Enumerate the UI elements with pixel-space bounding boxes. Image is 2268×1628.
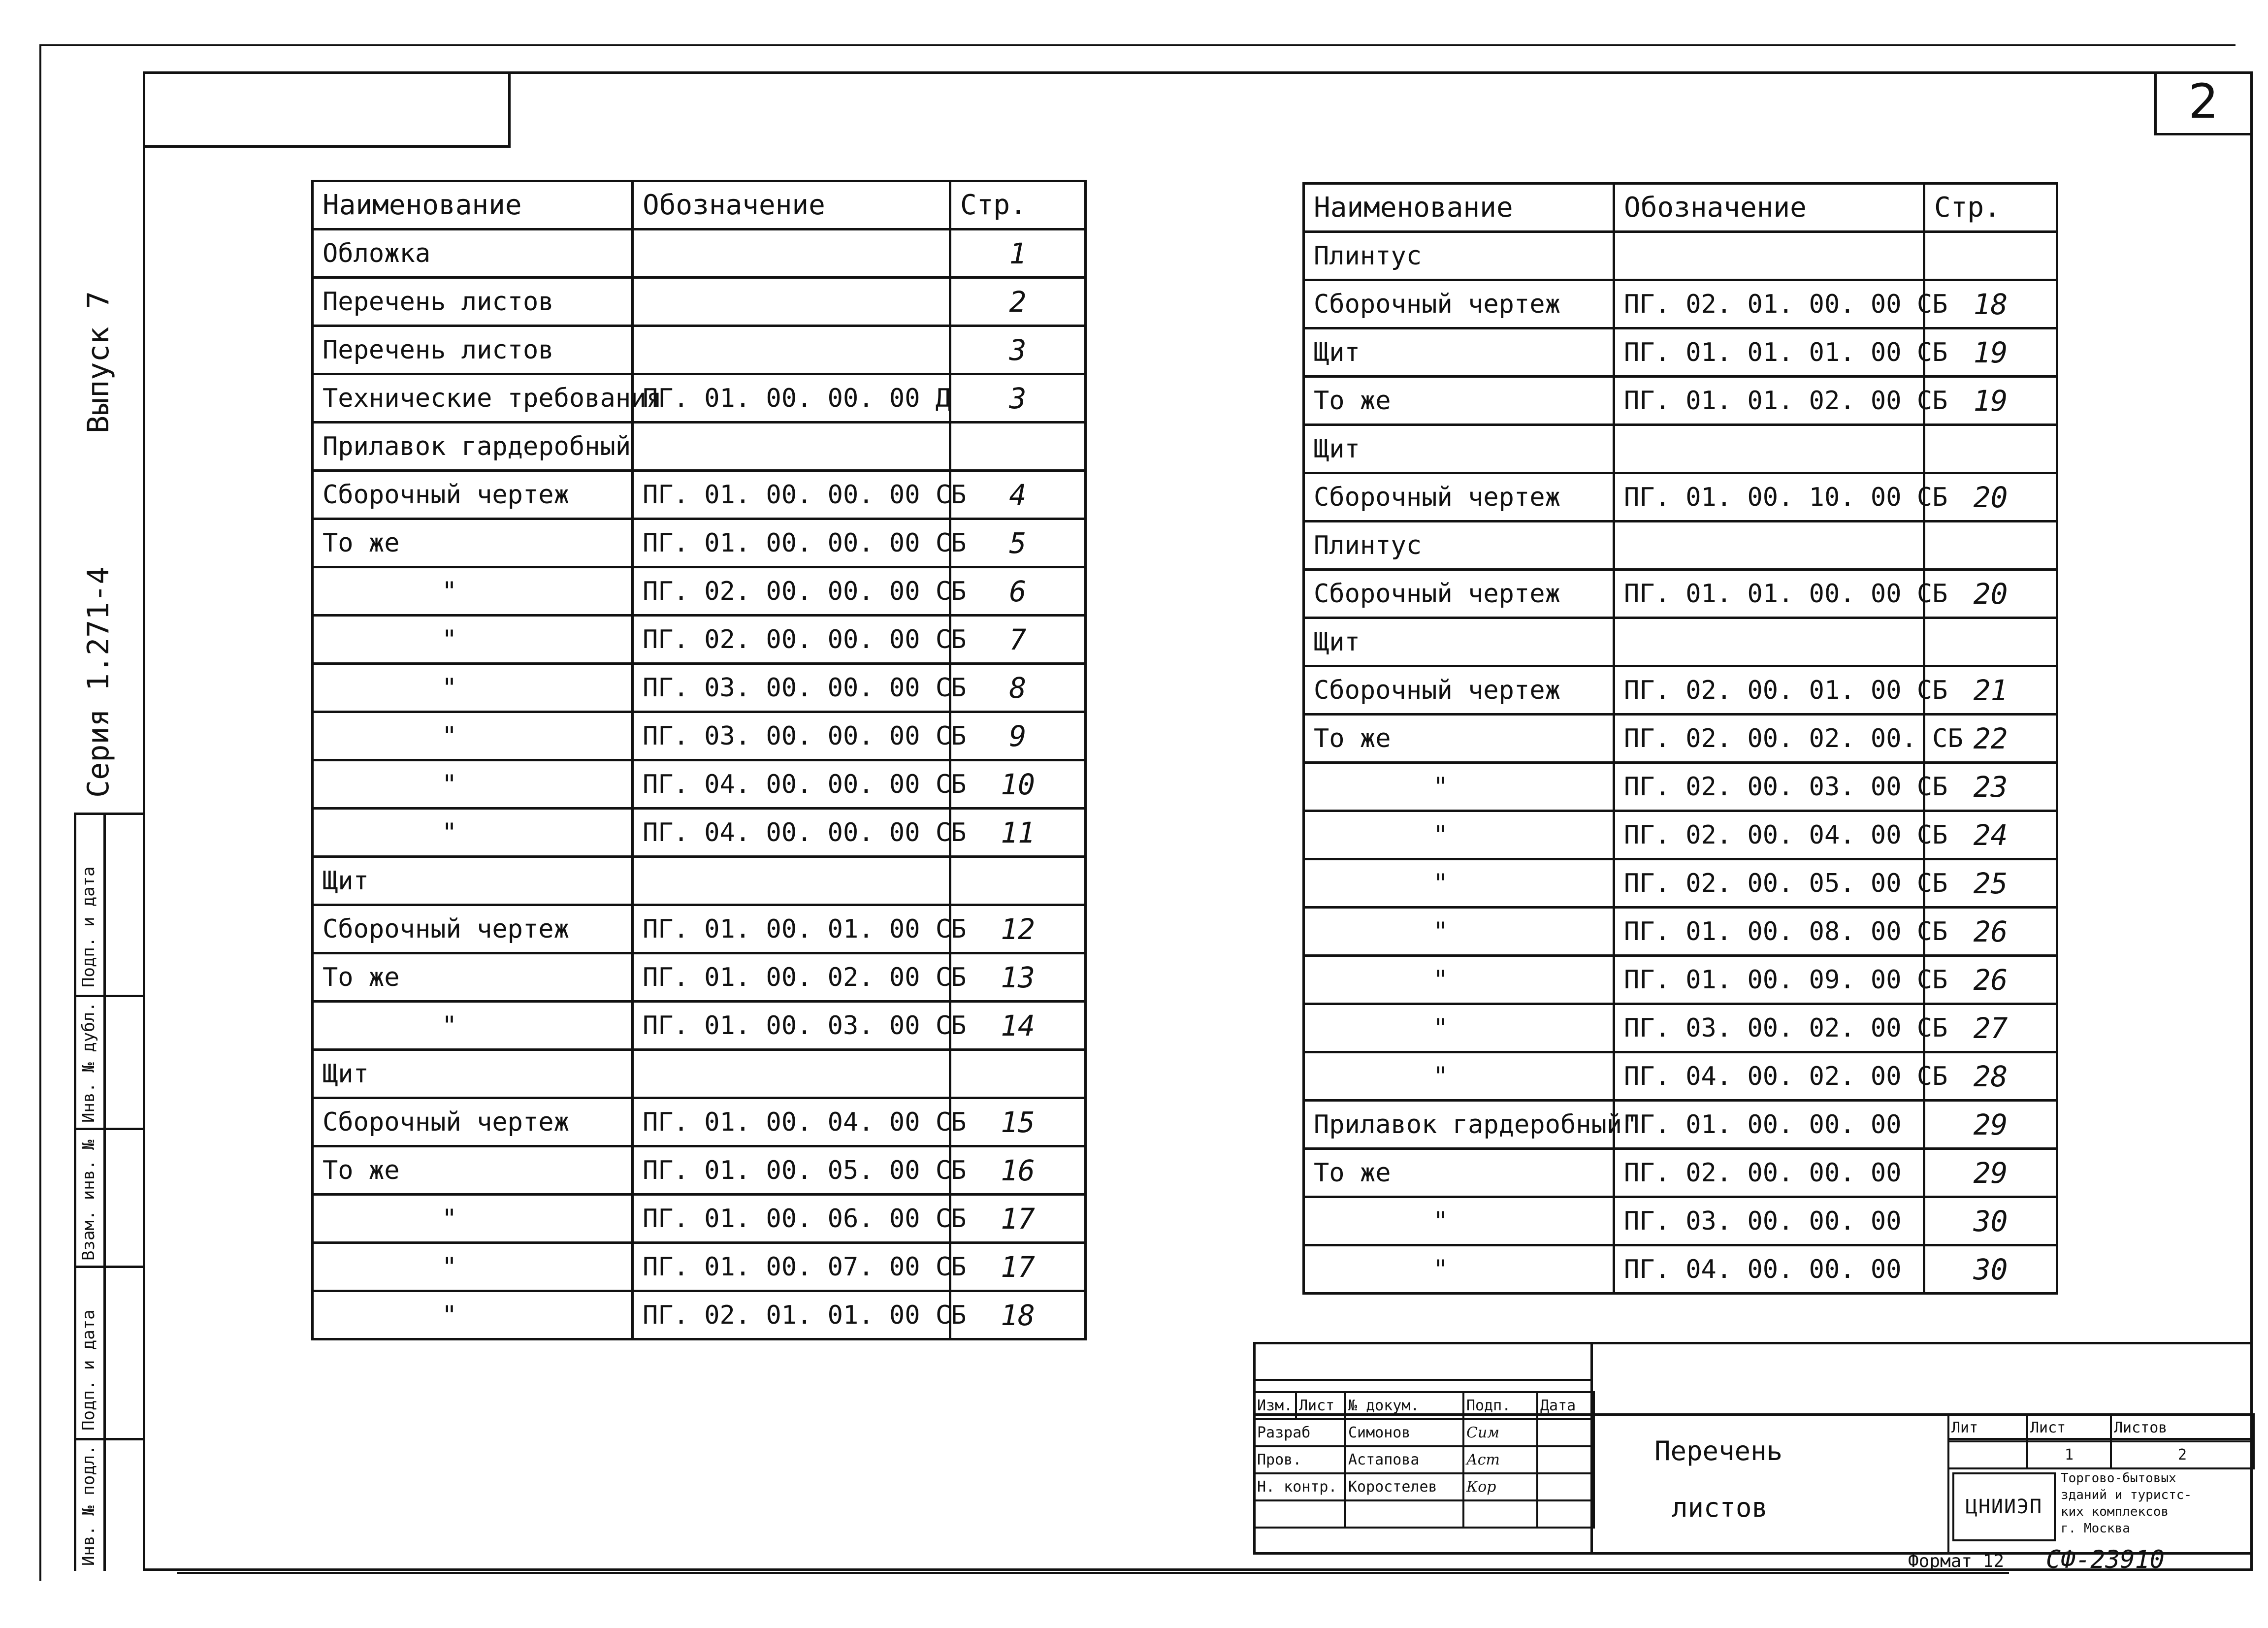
- cell-code: ПГ. 01. 00. 01. 00 СБ: [633, 905, 950, 953]
- table-row: [1304, 521, 2057, 570]
- table-row: [1304, 1197, 2057, 1245]
- table-row: [1304, 232, 2057, 280]
- table-row: [1304, 763, 2057, 811]
- table-row: [1304, 425, 2057, 473]
- cell-name: ": [1304, 1052, 1614, 1101]
- org-logo: ЦНИИЭП: [1952, 1472, 2056, 1541]
- cell-page: 14: [950, 1002, 1086, 1050]
- right-table-body: [1304, 232, 2057, 1294]
- cell-code: ПГ. 01. 01. 02. 00 СБ: [1614, 377, 1924, 425]
- table-row: [313, 278, 1086, 326]
- cell-name: То же: [1304, 377, 1614, 425]
- cell-code: [633, 1050, 950, 1098]
- cell-page: 1: [950, 229, 1086, 278]
- cell-page: 26: [1924, 908, 2057, 956]
- cell-code: ПГ. 04. 00. 00. 00: [1614, 1245, 1924, 1294]
- table-row: [1304, 1149, 2057, 1197]
- cell-name: Сборочный чертеж: [313, 471, 633, 519]
- stamp-person-name: Симонов: [1345, 1419, 1463, 1446]
- col-header-name: Наименование: [1304, 184, 1614, 232]
- cell-page: 11: [950, 809, 1086, 857]
- cell-name: Технические требования: [313, 374, 633, 423]
- cell-name: ": [1304, 763, 1614, 811]
- vypusk-label: Выпуск 7: [81, 291, 116, 433]
- cell-code: ПГ. 01. 00. 07. 00 СБ: [633, 1243, 950, 1291]
- table-row: [313, 809, 1086, 857]
- stamp-empty-row: [1254, 1500, 1594, 1528]
- cell-page: 21: [1924, 666, 2057, 715]
- stamp-role: Пров.: [1254, 1446, 1345, 1473]
- table-row: [1304, 570, 2057, 618]
- cell-name: То же: [313, 953, 633, 1002]
- document-title-line1: Перечень: [1654, 1435, 1783, 1466]
- cell-code: [1614, 232, 1924, 280]
- cell-code: ПГ. 02. 00. 04. 00 СБ: [1614, 811, 1924, 859]
- signature-image: Сим: [1463, 1419, 1537, 1446]
- cell-page: 18: [950, 1291, 1086, 1339]
- cell-page: 10: [950, 760, 1086, 809]
- cell-name: ": [313, 1002, 633, 1050]
- cell-page: [1924, 521, 2057, 570]
- cell-name: ": [1304, 956, 1614, 1004]
- cell-name: То же: [1304, 715, 1614, 763]
- stamp-role-row: [1254, 1446, 1594, 1473]
- side-stamp-label: Инв. № дубл.: [79, 1002, 98, 1123]
- cell-code: ПГ. 02. 00. 00. 00 СБ: [633, 567, 950, 616]
- cell-code: ПГ. 04. 00. 00. 00 СБ: [633, 809, 950, 857]
- side-stamp-label: Инв. № подл.: [79, 1445, 98, 1566]
- top-left-box-right: [508, 71, 511, 148]
- table-row: [1304, 908, 2057, 956]
- table-row: [313, 326, 1086, 374]
- org-text: [2061, 1470, 2248, 1537]
- cell-name: ": [313, 712, 633, 760]
- document-title-line2: листов: [1672, 1492, 1768, 1523]
- col-header-page: Стр.: [1924, 184, 2057, 232]
- cell-code: ПГ. 01. 00. 02. 00 СБ: [633, 953, 950, 1002]
- cell-page: 2: [950, 278, 1086, 326]
- signature-image: Аст: [1463, 1446, 1537, 1473]
- table-row: [1304, 618, 2057, 666]
- org-text-line: Торгово-бытовых: [2061, 1471, 2176, 1486]
- cell-code: ПГ. 03. 00. 00. 00: [1614, 1197, 1924, 1245]
- cell-code: ПГ. 01. 00. 00. 00 СБ: [633, 471, 950, 519]
- cell-code: ПГ. 02. 00. 00. 00: [1614, 1149, 1924, 1197]
- cell-name: ": [1304, 1004, 1614, 1052]
- cell-code: ПГ. 02. 00. 00. 00 СБ: [633, 616, 950, 664]
- cell-page: 29: [1924, 1149, 2057, 1197]
- stamp-col-header: Дата: [1537, 1392, 1594, 1419]
- table-row: [313, 1002, 1086, 1050]
- side-stamp-label: Взам. инв. №: [79, 1140, 98, 1261]
- cell-page: 17: [950, 1243, 1086, 1291]
- seria-label: Серия 1.271-4: [81, 566, 116, 798]
- cell-name: ": [313, 567, 633, 616]
- table-row: [313, 664, 1086, 712]
- stamp-person-name: Коростелев: [1345, 1473, 1463, 1500]
- cell-page: 15: [950, 1098, 1086, 1146]
- cell-page: 3: [950, 374, 1086, 423]
- cell-name: ": [313, 1291, 633, 1339]
- cell-code: ПГ. 01. 01. 00. 00 СБ: [1614, 570, 1924, 618]
- cell-code: ПГ. 01. 00. 00. 00 Д: [633, 374, 950, 423]
- cell-name: Щит: [313, 857, 633, 905]
- cell-name: То же: [1304, 1149, 1614, 1197]
- stamp-col-header: Подп.: [1463, 1392, 1537, 1419]
- cell-code: [1614, 521, 1924, 570]
- table-row: [313, 1195, 1086, 1243]
- stamp-role-row: [1254, 1473, 1594, 1500]
- table-row: [1304, 377, 2057, 425]
- stamp-col-header: № докум.: [1345, 1392, 1463, 1419]
- table-row: [1304, 1004, 2057, 1052]
- cell-name: ": [1304, 1245, 1614, 1294]
- cell-name: То же: [313, 519, 633, 567]
- cell-code: ПГ. 02. 01. 00. 00 СБ: [1614, 280, 1924, 328]
- cell-page: 3: [950, 326, 1086, 374]
- cell-page: 9: [950, 712, 1086, 760]
- col-header-code: Обозначение: [633, 181, 950, 229]
- table-row: [313, 471, 1086, 519]
- cell-page: 8: [950, 664, 1086, 712]
- cell-code: [633, 857, 950, 905]
- cell-name: То же: [313, 1146, 633, 1195]
- table-row: [1304, 666, 2057, 715]
- cell-name: Обложка: [313, 229, 633, 278]
- cell-code: ПГ. 01. 00. 08. 00 СБ: [1614, 908, 1924, 956]
- col-header-page: Стр.: [950, 181, 1086, 229]
- table-row: [313, 857, 1086, 905]
- cell-name: ": [1304, 1197, 1614, 1245]
- table-header-row: [1304, 184, 2057, 232]
- table-row: [313, 229, 1086, 278]
- sheet-number: 2: [2188, 74, 2219, 129]
- cell-page: 4: [950, 471, 1086, 519]
- title-block-col-headers: [1254, 1392, 1594, 1419]
- table-row: [1304, 859, 2057, 908]
- cell-page: [950, 423, 1086, 471]
- cell-name: Прилавок гардеробный": [1304, 1101, 1614, 1149]
- cell-name: ": [313, 616, 633, 664]
- cell-code: ПГ. 03. 00. 00. 00 СБ: [633, 664, 950, 712]
- cell-code: ПГ. 02. 00. 02. 00. СБ: [1614, 715, 1924, 763]
- cell-page: 20: [1924, 473, 2057, 521]
- cell-code: [633, 326, 950, 374]
- cell-name: Перечень листов: [313, 326, 633, 374]
- title-block-signatures: [1253, 1391, 1595, 1529]
- org-text-line: зданий и туристс-: [2061, 1488, 2192, 1502]
- stamp-role: Н. контр.: [1254, 1473, 1345, 1500]
- table-row: [1304, 956, 2057, 1004]
- cell-page: [1924, 618, 2057, 666]
- table-row: [313, 1098, 1086, 1146]
- table-row: [313, 712, 1086, 760]
- cell-name: ": [313, 664, 633, 712]
- cell-page: 19: [1924, 377, 2057, 425]
- cell-name: Щит: [313, 1050, 633, 1098]
- cell-code: [1614, 425, 1924, 473]
- table-row: [313, 1146, 1086, 1195]
- cell-code: ПГ. 01. 00. 06. 00 СБ: [633, 1195, 950, 1243]
- sheet-label: Лист: [2027, 1414, 2111, 1441]
- cell-page: [950, 1050, 1086, 1098]
- side-stamp-label: Подп. и дата: [79, 1309, 98, 1431]
- cell-code: ПГ. 01. 00. 00. 00: [1614, 1101, 1924, 1149]
- cell-name: Сборочный чертеж: [1304, 570, 1614, 618]
- cell-name: Плинтус: [1304, 232, 1614, 280]
- bottom-margin-line: [177, 1572, 2009, 1574]
- sheet-value: 1: [2027, 1441, 2111, 1468]
- cell-code: ПГ. 03. 00. 00. 00 СБ: [633, 712, 950, 760]
- cell-code: ПГ. 02. 00. 05. 00 СБ: [1614, 859, 1924, 908]
- cell-name: Сборочный чертеж: [313, 905, 633, 953]
- signature-image: Кор: [1463, 1473, 1537, 1500]
- stamp-date: [1537, 1446, 1594, 1473]
- cell-code: ПГ. 04. 00. 00. 00 СБ: [633, 760, 950, 809]
- top-margin-line: [39, 44, 2236, 46]
- org-text-line: ких комплексов: [2061, 1504, 2169, 1519]
- top-left-box-bottom: [143, 145, 510, 148]
- cell-code: ПГ. 03. 00. 02. 00 СБ: [1614, 1004, 1924, 1052]
- cell-name: Сборочный чертеж: [313, 1098, 633, 1146]
- lit-label: Лит: [1948, 1414, 2027, 1441]
- cell-page: 29: [1924, 1101, 2057, 1149]
- cell-name: Щит: [1304, 618, 1614, 666]
- org-text-line: г. Москва: [2061, 1521, 2130, 1536]
- cell-page: 25: [1924, 859, 2057, 908]
- cell-code: ПГ. 01. 00. 09. 00 СБ: [1614, 956, 1924, 1004]
- table-row: [313, 953, 1086, 1002]
- cell-code: ПГ. 01. 01. 01. 00 СБ: [1614, 328, 1924, 377]
- stamp-col-header: Лист: [1296, 1392, 1345, 1419]
- stamp-col-header: Изм.: [1254, 1392, 1296, 1419]
- table-row: [313, 905, 1086, 953]
- cell-name: Прилавок гардеробный: [313, 423, 633, 471]
- side-stamp-label: Подп. и дата: [79, 866, 98, 987]
- cell-name: Щит: [1304, 425, 1614, 473]
- table-header-row: [313, 181, 1086, 229]
- stamp-date: [1537, 1473, 1594, 1500]
- table-row: [313, 760, 1086, 809]
- stamp-role: Разраб: [1254, 1419, 1345, 1446]
- table-row: [313, 1291, 1086, 1339]
- cell-page: 13: [950, 953, 1086, 1002]
- cell-page: [1924, 232, 2057, 280]
- table-row: [313, 519, 1086, 567]
- left-margin-line: [39, 44, 41, 1581]
- cell-page: 20: [1924, 570, 2057, 618]
- cell-page: 30: [1924, 1197, 2057, 1245]
- stamp-date: [1537, 1419, 1594, 1446]
- table-row: [1304, 1245, 2057, 1294]
- cell-code: ПГ. 01. 00. 05. 00 СБ: [633, 1146, 950, 1195]
- cell-page: 5: [950, 519, 1086, 567]
- cell-name: ": [1304, 811, 1614, 859]
- sheets-label: Листов: [2111, 1414, 2254, 1441]
- sheets-value: 2: [2111, 1441, 2254, 1468]
- table-row: [313, 1243, 1086, 1291]
- sheet-info-table: [1947, 1413, 2255, 1469]
- cell-page: 27: [1924, 1004, 2057, 1052]
- cell-name: ": [313, 809, 633, 857]
- cell-name: ": [1304, 859, 1614, 908]
- cell-name: ": [313, 1195, 633, 1243]
- cell-name: Перечень листов: [313, 278, 633, 326]
- cell-code: ПГ. 01. 00. 03. 00 СБ: [633, 1002, 950, 1050]
- cell-name: ": [313, 1243, 633, 1291]
- cell-page: 30: [1924, 1245, 2057, 1294]
- cell-page: 24: [1924, 811, 2057, 859]
- table-row: [1304, 1101, 2057, 1149]
- cell-name: ": [313, 760, 633, 809]
- table-row: [1304, 811, 2057, 859]
- sheet-list-table-left: [311, 180, 1087, 1340]
- table-row: [313, 374, 1086, 423]
- cell-page: 12: [950, 905, 1086, 953]
- table-row: [313, 1050, 1086, 1098]
- cell-name: ": [1304, 908, 1614, 956]
- cell-code: ПГ. 02. 00. 03. 00 СБ: [1614, 763, 1924, 811]
- cell-page: 23: [1924, 763, 2057, 811]
- cell-name: Сборочный чертеж: [1304, 280, 1614, 328]
- cell-page: 7: [950, 616, 1086, 664]
- cell-code: ПГ. 04. 00. 02. 00 СБ: [1614, 1052, 1924, 1101]
- stamp-role-row: [1254, 1419, 1594, 1446]
- cell-page: [950, 857, 1086, 905]
- cell-page: 18: [1924, 280, 2057, 328]
- col-header-name: Наименование: [313, 181, 633, 229]
- cell-code: ПГ. 02. 00. 01. 00 СБ: [1614, 666, 1924, 715]
- table-row: [1304, 473, 2057, 521]
- cell-page: [1924, 425, 2057, 473]
- cell-code: [633, 229, 950, 278]
- cell-page: 22: [1924, 715, 2057, 763]
- cell-page: 26: [1924, 956, 2057, 1004]
- table-row: [1304, 1052, 2057, 1101]
- cell-code: [1614, 618, 1924, 666]
- cell-code: ПГ. 01. 00. 10. 00 СБ: [1614, 473, 1924, 521]
- col-header-code: Обозначение: [1614, 184, 1924, 232]
- cell-name: Сборочный чертеж: [1304, 473, 1614, 521]
- format-label: Формат 12: [1908, 1551, 2005, 1571]
- sheet-list-table-right: [1302, 182, 2058, 1295]
- cell-code: ПГ. 01. 00. 04. 00 СБ: [633, 1098, 950, 1146]
- cell-page: 16: [950, 1146, 1086, 1195]
- table-row: [313, 423, 1086, 471]
- cell-code: [633, 423, 950, 471]
- table-row: [313, 567, 1086, 616]
- cell-code: ПГ. 01. 00. 00. 00 СБ: [633, 519, 950, 567]
- cell-name: Сборочный чертеж: [1304, 666, 1614, 715]
- left-table-body: [313, 229, 1086, 1339]
- cell-page: 28: [1924, 1052, 2057, 1101]
- cell-page: 19: [1924, 328, 2057, 377]
- lit-value: [1948, 1441, 2027, 1468]
- cell-page: 17: [950, 1195, 1086, 1243]
- table-row: [313, 616, 1086, 664]
- cell-name: Плинтус: [1304, 521, 1614, 570]
- document-code: СФ-23910: [2046, 1545, 2165, 1574]
- table-row: [1304, 715, 2057, 763]
- stamp-person-name: Астапова: [1345, 1446, 1463, 1473]
- table-row: [1304, 280, 2057, 328]
- cell-page: 6: [950, 567, 1086, 616]
- table-row: [1304, 328, 2057, 377]
- cell-code: ПГ. 02. 01. 01. 00 СБ: [633, 1291, 950, 1339]
- cell-name: Щит: [1304, 328, 1614, 377]
- cell-code: [633, 278, 950, 326]
